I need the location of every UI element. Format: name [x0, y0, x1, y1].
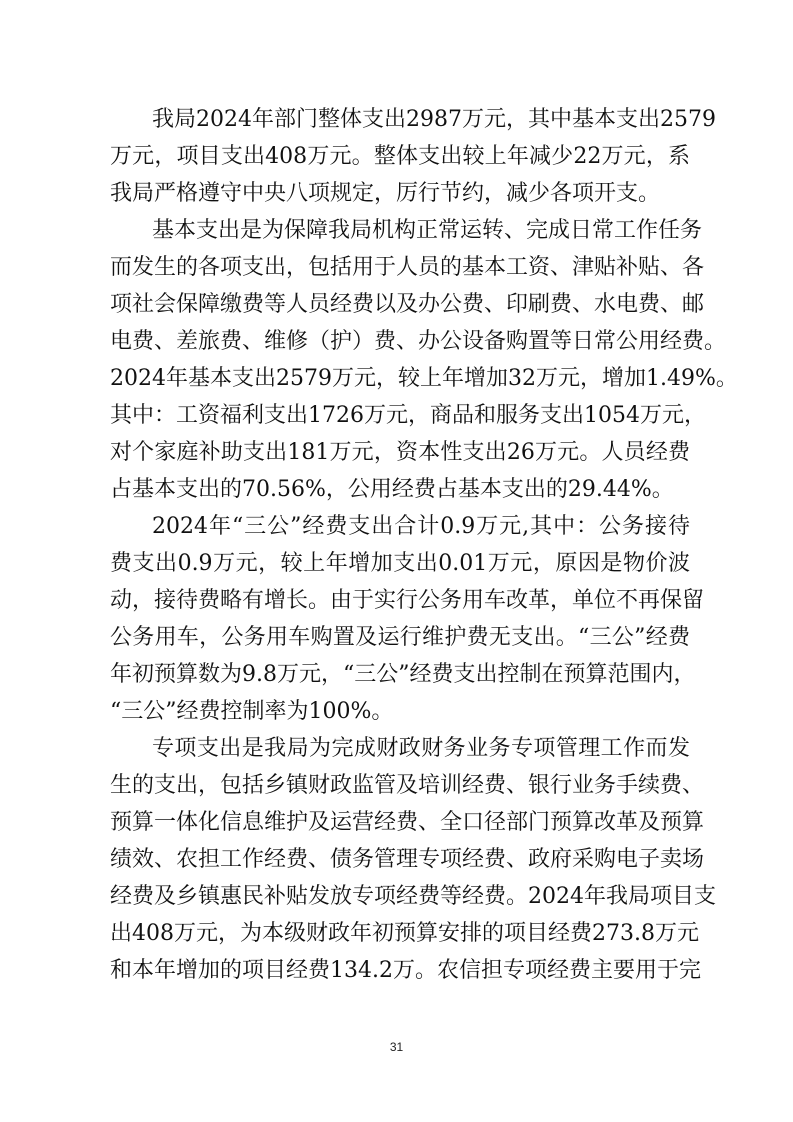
paragraph-3-line-4: 公务用车，公务用车购置及运行维护费无支出。“三公”经费 [110, 625, 690, 650]
paragraph-2-line-3: 项社会保障缴费等人员经费以及办公费、印刷费、水电费、邮 [110, 292, 705, 317]
paragraph-2-line-1: 基本支出是为保障我局机构正常运转、完成日常工作任务 [152, 218, 703, 243]
paragraph-4-line-7: 和本年增加的项目经费134.2万。农信担专项经费主要用于完 [110, 958, 701, 983]
paragraph-3-line-6: “三公”经费控制率为100%。 [110, 699, 394, 724]
paragraph-1-line-2: 万元，项目支出408万元。整体支出较上年减少22万元，系 [110, 144, 690, 169]
paragraph-4-line-4: 绩效、农担工作经费、债务管理专项经费、政府采购电子卖场 [110, 847, 705, 872]
paragraph-3-line-3: 动，接待费略有增长。由于实行公务用车改革，单位不再保留 [110, 588, 705, 613]
paragraph-4-line-2: 生的支出，包括乡镇财政监管及培训经费、银行业务手续费、 [110, 773, 705, 798]
paragraph-2-line-5: 2024年基本支出2579万元，较上年增加32万元，增加1.49%。 [110, 366, 738, 391]
paragraph-3-line-2: 费支出0.9万元，较上年增加支出0.01万元，原因是物价波 [110, 551, 690, 576]
paragraph-2-line-8: 占基本支出的70.56%，公用经费占基本支出的29.44%。 [110, 477, 674, 502]
paragraph-2-line-6: 其中：工资福利支出1726万元，商品和服务支出1054万元， [110, 403, 706, 428]
paragraph-4-line-3: 预算一体化信息维护及运营经费、全口径部门预算改革及预算 [110, 810, 705, 835]
paragraph-2-line-2: 而发生的各项支出，包括用于人员的基本工资、津贴补贴、各 [110, 255, 705, 280]
paragraph-4-line-5: 经费及乡镇惠民补贴发放专项经费等经费。2024年我局项目支 [110, 884, 716, 909]
paragraph-4-line-1: 专项支出是我局为完成财政财务业务专项管理工作而发 [152, 736, 690, 761]
paragraph-4-line-6: 出408万元，为本级财政年初预算安排的项目经费273.8万元 [110, 921, 699, 946]
paragraph-2-line-7: 对个家庭补助支出181万元，资本性支出26万元。人员经费 [110, 440, 690, 465]
paragraph-3-line-1: 2024年“三公”经费支出合计0.9万元,其中：公务接待 [152, 514, 690, 539]
paragraph-1-line-1: 我局2024年部门整体支出2987万元，其中基本支出2579 [152, 107, 716, 132]
paragraph-1-line-3: 我局严格遵守中央八项规定，厉行节约，减少各项开支。 [110, 181, 661, 206]
page-number: 31 [389, 1040, 404, 1054]
paragraph-2-line-4: 电费、差旅费、维修（护）费、办公设备购置等日常公用经费。 [110, 329, 727, 354]
paragraph-3-line-5: 年初预算数为9.8万元，“三公”经费支出控制在预算范围内， [110, 662, 696, 687]
